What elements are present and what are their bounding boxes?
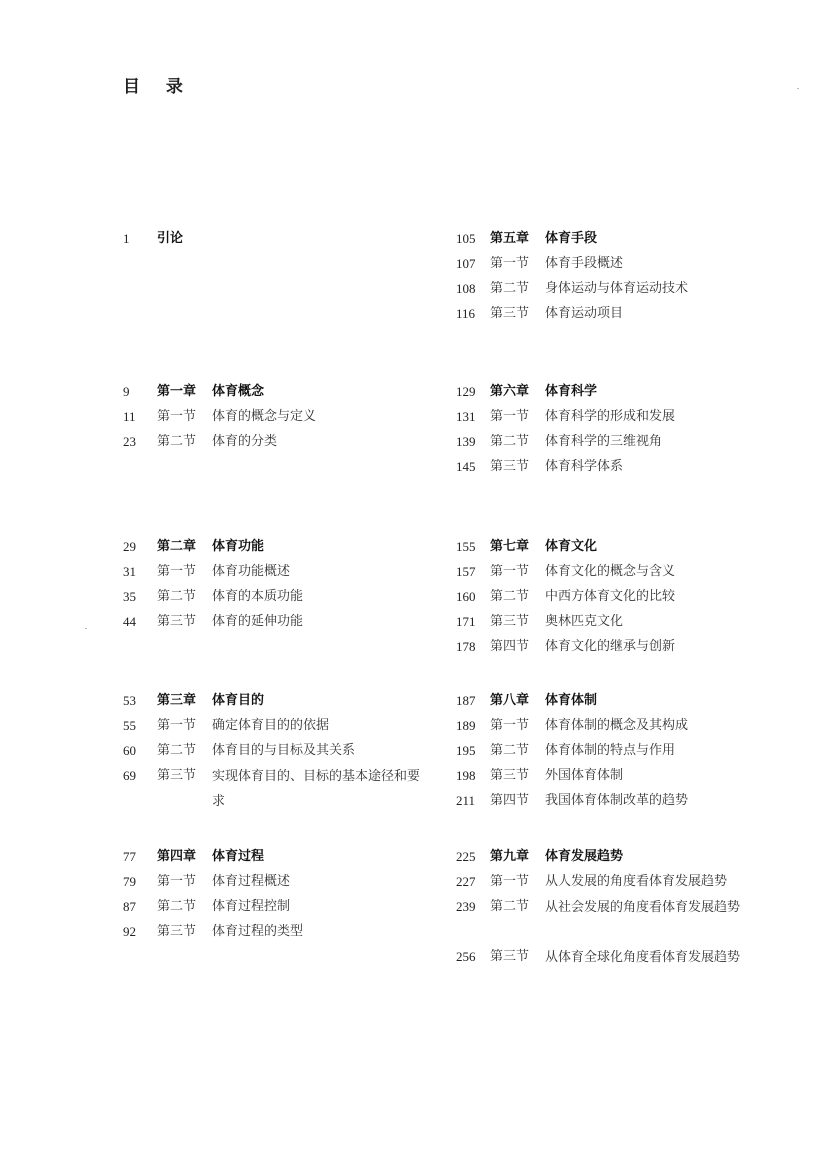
toc-entry-title: 体育的概念与定义: [212, 409, 317, 424]
toc-page-number: 189: [456, 718, 476, 733]
toc-entry-label: 第一节: [490, 564, 530, 579]
toc-page-number: 131: [456, 409, 476, 424]
page-title: 目 录: [123, 77, 193, 97]
toc-entry-label: 第八章: [490, 693, 530, 708]
toc-entry-label: 第二节: [157, 434, 197, 449]
toc-entry-title: 体育体制的特点与作用: [545, 743, 676, 758]
toc-entry-label: 第四节: [490, 639, 530, 654]
toc-entry-title: 体育的延伸功能: [212, 614, 304, 629]
toc-entry-label: 第二章: [157, 539, 197, 554]
toc-page-number: 105: [456, 231, 476, 246]
toc-entry-label: 第一节: [157, 409, 197, 424]
toc-group: [456, 383, 786, 483]
toc-page-number: 9: [123, 384, 130, 399]
toc-section-entry[interactable]: [123, 433, 443, 458]
toc-group: [456, 230, 786, 330]
toc-chapter-entry[interactable]: [456, 383, 786, 408]
toc-chapter-entry[interactable]: [123, 230, 443, 255]
toc-entry-label: 第三节: [490, 768, 530, 783]
toc-entry-label: 第三节: [157, 924, 197, 939]
toc-entry-title: 体育过程: [212, 849, 265, 864]
toc-page-number: 11: [123, 409, 136, 424]
toc-entry-title: 体育过程控制: [212, 899, 291, 914]
toc-page-number: 155: [456, 539, 476, 554]
toc-group: [456, 692, 786, 817]
toc-entry-label: 第一节: [157, 874, 197, 889]
toc-entry-title: 从社会发展的角度看体育发展趋势: [545, 900, 741, 915]
toc-group: [456, 848, 786, 998]
toc-chapter-entry[interactable]: [456, 538, 786, 563]
toc-section-entry[interactable]: [123, 898, 443, 923]
toc-page-number: 160: [456, 589, 476, 604]
toc-entry-title: 体育目的与目标及其关系: [212, 743, 356, 758]
toc-page-number: 44: [123, 614, 136, 629]
toc-page-number: 256: [456, 949, 476, 964]
toc-group: [456, 538, 786, 663]
toc-page-number: 79: [123, 874, 136, 889]
toc-section-entry[interactable]: [456, 588, 786, 613]
toc-section-entry[interactable]: [456, 563, 786, 588]
toc-entry-title: 引论: [157, 231, 184, 246]
toc-entry-title: 体育过程概述: [212, 874, 291, 889]
toc-entry-title: 体育的本质功能: [212, 589, 304, 604]
toc-entry-label: 第四章: [157, 849, 197, 864]
toc-section-entry[interactable]: [456, 408, 786, 433]
toc-entry-label: 第二节: [490, 589, 530, 604]
toc-entry-title: 体育文化: [545, 539, 598, 554]
toc-page-number: 225: [456, 849, 476, 864]
toc-page-number: 211: [456, 793, 476, 808]
toc-group: [123, 848, 443, 948]
toc-entry-label: 第三节: [157, 768, 197, 783]
toc-page-number: 239: [456, 899, 476, 914]
toc-section-entry[interactable]: [123, 588, 443, 613]
toc-page-number: 29: [123, 539, 136, 554]
toc-entry-label: 第二节: [157, 589, 197, 604]
toc-entry-title: 我国体育体制改革的趋势: [545, 793, 689, 808]
toc-entry-title: 体育功能概述: [212, 564, 291, 579]
toc-chapter-entry[interactable]: [456, 230, 786, 255]
toc-entry-label: 第二节: [157, 743, 197, 758]
toc-section-entry[interactable]: [456, 458, 786, 483]
toc-chapter-entry[interactable]: [123, 692, 443, 717]
toc-section-entry[interactable]: [456, 255, 786, 280]
toc-group: [123, 230, 443, 255]
toc-entry-title: 奥林匹克文化: [545, 614, 624, 629]
toc-entry-title: 中西方体育文化的比较: [545, 589, 676, 604]
toc-entry-title: 体育体制: [545, 693, 598, 708]
toc-page-number: 139: [456, 434, 476, 449]
toc-chapter-entry[interactable]: [123, 383, 443, 408]
toc-entry-label: 第三节: [490, 306, 530, 321]
toc-entry-label: 第四节: [490, 793, 530, 808]
toc-page-number: 31: [123, 564, 136, 579]
toc-page-number: 60: [123, 743, 136, 758]
toc-entry-label: 第二节: [490, 434, 530, 449]
toc-page-number: 92: [123, 924, 136, 939]
toc-entry-title: 体育过程的类型: [212, 924, 304, 939]
toc-entry-label: 第一节: [157, 718, 197, 733]
toc-page-number: 187: [456, 693, 476, 708]
toc-entry-label: 第三节: [490, 459, 530, 474]
scan-speck: [85, 628, 87, 629]
toc-page-number: 178: [456, 639, 476, 654]
toc-entry-title: 体育科学体系: [545, 459, 624, 474]
toc-entry-title: 确定体育目的的依据: [212, 718, 330, 733]
toc-entry-title: 体育科学的三维视角: [545, 434, 663, 449]
toc-entry-label: 第一节: [157, 564, 197, 579]
toc-section-entry[interactable]: [456, 717, 786, 742]
toc-section-entry[interactable]: [123, 767, 443, 817]
toc-entry-label: 第二节: [490, 281, 530, 296]
toc-chapter-entry[interactable]: [456, 848, 786, 873]
toc-page-number: 107: [456, 256, 476, 271]
toc-entry-title: 体育文化的继承与创新: [545, 639, 676, 654]
toc-page-number: 35: [123, 589, 136, 604]
toc-page-number: 77: [123, 849, 136, 864]
toc-section-entry[interactable]: [123, 873, 443, 898]
toc-section-entry[interactable]: [456, 898, 786, 948]
toc-section-entry[interactable]: [123, 613, 443, 638]
toc-page-number: 157: [456, 564, 476, 579]
toc-entry-label: 第二节: [490, 743, 530, 758]
toc-page-number: 55: [123, 718, 136, 733]
toc-entry-label: 第一章: [157, 384, 197, 399]
toc-section-entry[interactable]: [456, 638, 786, 663]
toc-entry-label: 第一节: [490, 718, 530, 733]
toc-page-number: 129: [456, 384, 476, 399]
toc-page-number: 87: [123, 899, 136, 914]
toc-section-entry[interactable]: [123, 563, 443, 588]
toc-section-entry[interactable]: [456, 742, 786, 767]
toc-entry-label: 第三节: [157, 614, 197, 629]
toc-page-number: 198: [456, 768, 476, 783]
toc-entry-title: 体育体制的概念及其构成: [545, 718, 689, 733]
toc-section-entry[interactable]: [456, 613, 786, 638]
toc-entry-title: 身体运动与体育运动技术: [545, 281, 689, 296]
toc-entry-title: 体育功能: [212, 539, 265, 554]
toc-page-number: 227: [456, 874, 476, 889]
toc-entry-title: 实现体育目的、目标的基本途径和要求: [212, 769, 421, 809]
toc-section-entry[interactable]: [123, 717, 443, 742]
toc-entry-title: 从体育全球化角度看体育发展趋势: [545, 950, 741, 965]
toc-section-entry[interactable]: [456, 948, 786, 998]
toc-page-number: 53: [123, 693, 136, 708]
toc-entry-label: 第三章: [157, 693, 197, 708]
toc-entry-label: 第三节: [490, 614, 530, 629]
toc-entry-title: 体育概念: [212, 384, 265, 399]
toc-entry-label: 第一节: [490, 256, 530, 271]
toc-entry-title: 体育科学的形成和发展: [545, 409, 676, 424]
toc-section-entry[interactable]: [456, 792, 786, 817]
toc-page-number: 108: [456, 281, 476, 296]
toc-entry-label: 第三节: [490, 949, 530, 964]
toc-entry-label: 第二节: [157, 899, 197, 914]
toc-entry-title: 体育手段概述: [545, 256, 624, 271]
toc-chapter-entry[interactable]: [456, 692, 786, 717]
toc-section-entry[interactable]: [123, 408, 443, 433]
toc-group: [123, 383, 443, 458]
toc-group: [123, 692, 443, 817]
toc-entry-title: 体育手段: [545, 231, 598, 246]
toc-chapter-entry[interactable]: [123, 848, 443, 873]
toc-page-number: 116: [456, 306, 476, 321]
toc-entry-title: 体育文化的概念与含义: [545, 564, 676, 579]
toc-entry-label: 第七章: [490, 539, 530, 554]
toc-entry-label: 第六章: [490, 384, 530, 399]
toc-entry-title: 从人发展的角度看体育发展趋势: [545, 874, 728, 889]
toc-page-number: 195: [456, 743, 476, 758]
toc-entry-title: 体育目的: [212, 693, 265, 708]
toc-entry-title: 体育发展趋势: [545, 849, 624, 864]
toc-entry-label: 第二节: [490, 899, 530, 914]
toc-entry-title: 体育科学: [545, 384, 598, 399]
toc-group: [123, 538, 443, 638]
toc-entry-label: 第一节: [490, 409, 530, 424]
toc-section-entry[interactable]: [456, 767, 786, 792]
toc-chapter-entry[interactable]: [123, 538, 443, 563]
toc-page-number: 171: [456, 614, 476, 629]
toc-section-entry[interactable]: [456, 305, 786, 330]
toc-entry-title: 体育的分类: [212, 434, 278, 449]
toc-entry-title: 体育运动项目: [545, 306, 624, 321]
toc-section-entry[interactable]: [456, 280, 786, 305]
toc-entry-label: 第九章: [490, 849, 530, 864]
toc-section-entry[interactable]: [123, 923, 443, 948]
toc-entry-title: 外国体育体制: [545, 768, 624, 783]
toc-page-number: 1: [123, 231, 130, 246]
scan-speck: [797, 88, 799, 89]
toc-page-number: 23: [123, 434, 136, 449]
toc-section-entry[interactable]: [456, 433, 786, 458]
toc-page-number: 69: [123, 768, 136, 783]
toc-entry-label: 第五章: [490, 231, 530, 246]
toc-page-number: 145: [456, 459, 476, 474]
toc-entry-label: 第一节: [490, 874, 530, 889]
